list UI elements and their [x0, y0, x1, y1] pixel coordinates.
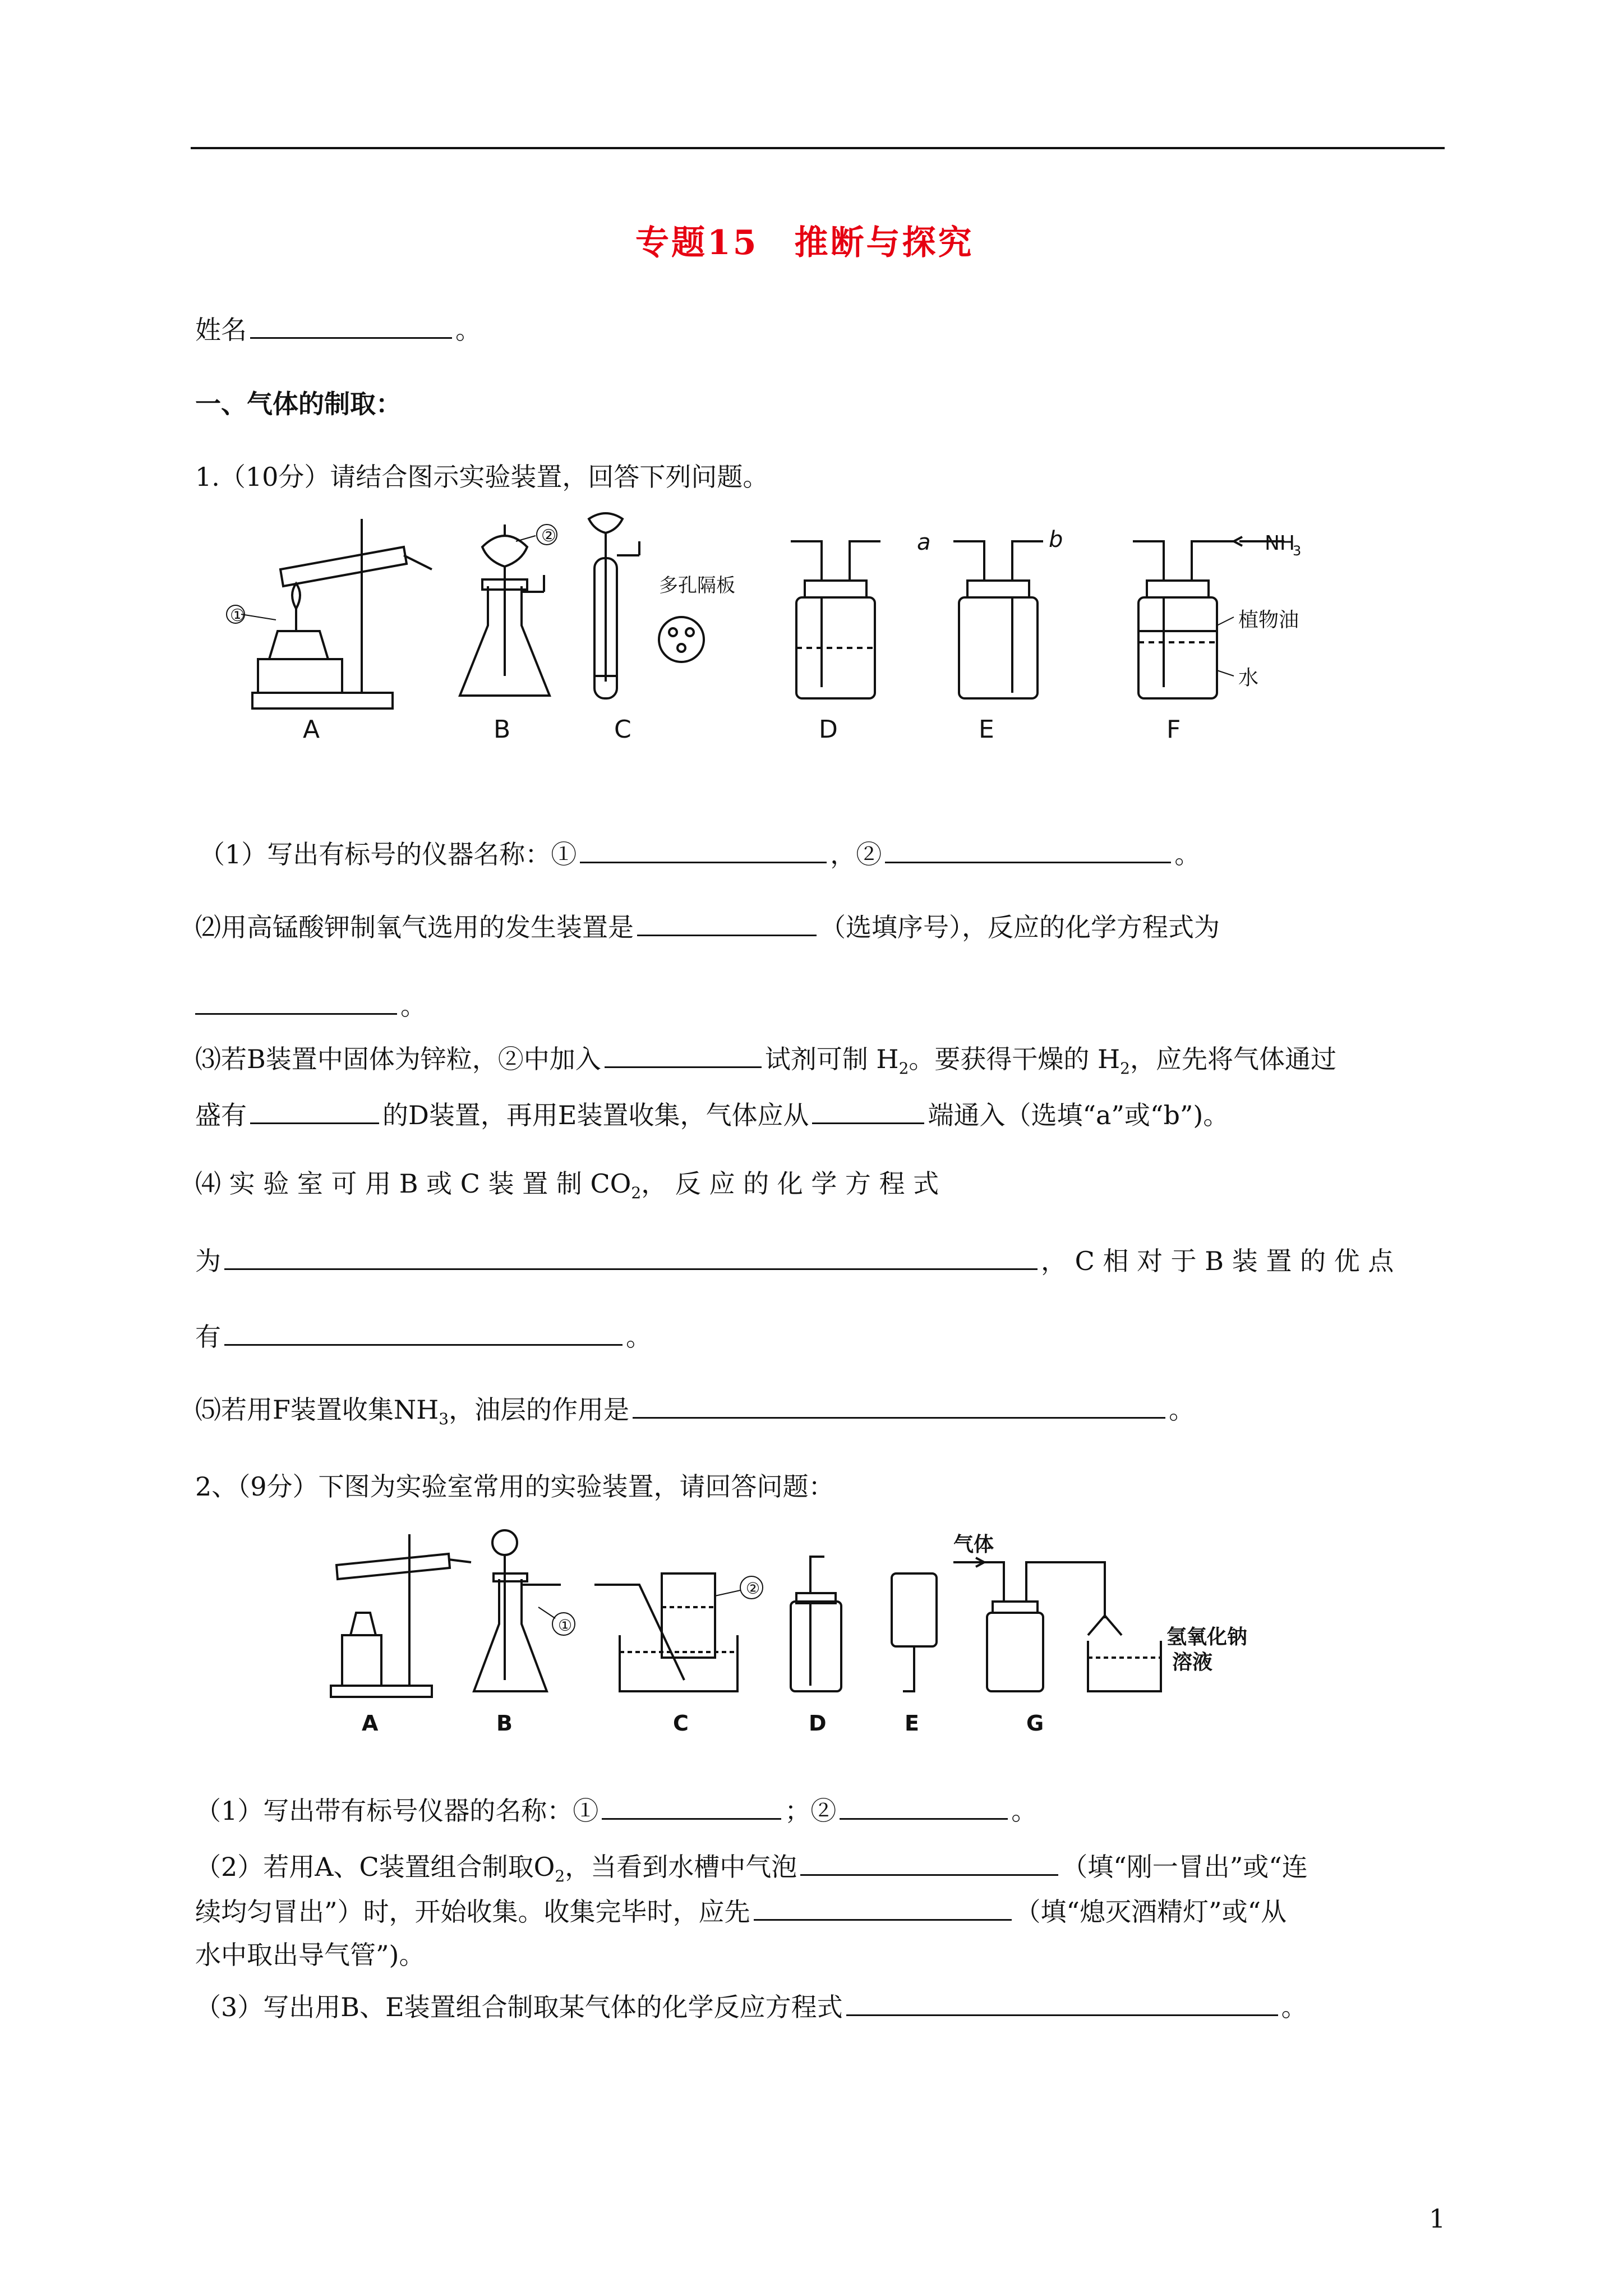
q2-part1: （1）写出带有标号仪器的名称：① ；② 。	[195, 1792, 1037, 1828]
q1-apparatus-figure	[224, 508, 1324, 754]
apparatus-d	[791, 541, 880, 698]
q1-fig-label-b: B	[494, 715, 511, 744]
q2-intro: 2、（9分）下图为实验室常用的实验装置，请回答问题：	[195, 1471, 834, 1502]
q1-blank-8[interactable]	[224, 1243, 1038, 1270]
q1-mark-a: a	[917, 530, 931, 555]
apparatus-q2-c	[594, 1573, 763, 1691]
apparatus-q2-d	[791, 1557, 841, 1691]
q1-mark-nh3: NH	[1265, 532, 1295, 555]
name-blank[interactable]	[250, 311, 452, 339]
header-rule	[191, 147, 1445, 149]
q1-part3-line2: 盛有 的D装置，再用E装置收集，气体应从 端通入（选填“a”或“b”)。	[195, 1097, 1229, 1132]
q2-mark-naoh-2: 溶液	[1172, 1651, 1213, 1674]
q2-fig-label-g: G	[1026, 1711, 1044, 1736]
q1-intro: 1.（10分）请结合图示实验装置，回答下列问题。	[195, 462, 769, 492]
q1-blank-3[interactable]	[637, 909, 817, 936]
q2-mark-gas: 气体	[953, 1533, 994, 1556]
q2-blank-4[interactable]	[754, 1893, 1012, 1921]
q1-mark-oil: 植物油	[1238, 609, 1299, 632]
q1-blank-7[interactable]	[812, 1097, 924, 1124]
q1-fig-label-a: A	[303, 715, 320, 744]
q1-blank-1[interactable]	[580, 836, 827, 863]
q1-blank-2[interactable]	[885, 836, 1171, 863]
q1-part4-line3: 有 。	[195, 1318, 652, 1354]
svg-text:3: 3	[1293, 543, 1302, 559]
q2-part2: （2）若用A、C装置组合制取$O_2$，当看到水槽中气泡 （填“刚一冒出”或“连	[195, 1848, 1308, 1893]
q1-fig-label-c: C	[614, 715, 631, 744]
q1-part2-line2: 。	[195, 987, 426, 1023]
apparatus-q2-e	[892, 1573, 937, 1691]
q1-part3: ⑶若B装置中固体为锌粒，②中加入 试剂可制 $H_2$。要获得干燥的 $H_2$，应先将气体通过	[195, 1041, 1336, 1085]
q2-blank-3[interactable]	[800, 1848, 1058, 1876]
apparatus-b	[460, 524, 557, 696]
apparatus-q2-g	[953, 1558, 1161, 1691]
q1-blank-4[interactable]	[195, 987, 397, 1015]
q1-blank-9[interactable]	[224, 1318, 623, 1346]
q2-fig-label-e: E	[905, 1711, 919, 1736]
q2-part3: （3）写出用B、E装置组合制取某气体的化学反应方程式 。	[195, 1989, 1307, 2024]
q2-fig-label-a: A	[362, 1711, 379, 1736]
q1-mark-b: b	[1049, 527, 1063, 553]
q2-fig-label-d: D	[809, 1711, 827, 1736]
apparatus-c	[589, 513, 704, 698]
q2-mark-2: ②	[746, 1579, 760, 1598]
apparatus-q2-b	[474, 1530, 575, 1691]
apparatus-q2-a	[331, 1534, 471, 1697]
q1-part4-line2: 为 ， C 相 对 于 B 装 置 的 优 点	[195, 1243, 1394, 1278]
q1-blank-6[interactable]	[250, 1097, 379, 1124]
q1-mark-porous: 多孔隔板	[659, 574, 735, 597]
apparatus-a	[227, 519, 432, 708]
q1-blank-5[interactable]	[605, 1041, 762, 1068]
q2-mark-1: ①	[558, 1616, 573, 1635]
apparatus-e	[953, 541, 1043, 698]
q1-fig-label-e: E	[979, 715, 994, 744]
q1-fig-label-d: D	[819, 715, 838, 744]
q1-part5: ⑸若用F装置收集$NH_3$，油层的作用是 。	[195, 1391, 1195, 1436]
q2-apparatus-figure	[325, 1523, 1279, 1742]
q1-part1: （1）写出有标号的仪器名称：① ，② 。	[199, 836, 1200, 871]
q1-mark-water: 水	[1238, 666, 1259, 689]
q2-blank-5[interactable]	[846, 1989, 1278, 2016]
q1-mark-2: ②	[541, 526, 556, 546]
name-line: 姓名 。	[195, 311, 481, 347]
q2-fig-label-b: B	[496, 1711, 513, 1736]
q2-mark-naoh-1: 氢氧化钠	[1166, 1626, 1248, 1649]
page-number: 1	[1429, 2203, 1446, 2234]
q2-part2-line2: 续均匀冒出”）时，开始收集。收集完毕时，应先 （填“熄灭酒精灯”或“从	[195, 1893, 1287, 1929]
q2-blank-2[interactable]	[840, 1792, 1008, 1820]
q1-fig-label-f: F	[1166, 715, 1181, 744]
page-title: 专题15 推断与探究	[635, 223, 974, 263]
q1-part4: ⑷ 实 验 室 可 用 B 或 C 装 置 制 $CO_2$， 反 应 的 化 学 方 程 式	[195, 1168, 939, 1203]
q2-blank-1[interactable]	[602, 1792, 781, 1820]
q1-mark-1: ①	[230, 606, 245, 625]
q2-fig-label-c: C	[673, 1711, 689, 1736]
q2-part2-line3: 水中取出导气管”)。	[195, 1940, 425, 1970]
q1-blank-10[interactable]	[633, 1391, 1165, 1419]
name-label: 姓名	[195, 315, 247, 345]
q1-part2: ⑵用高锰酸钾制氧气选用的发生装置是 （选填序号），反应的化学方程式为	[195, 909, 1220, 944]
section-heading: 一、气体的制取：	[195, 389, 402, 419]
